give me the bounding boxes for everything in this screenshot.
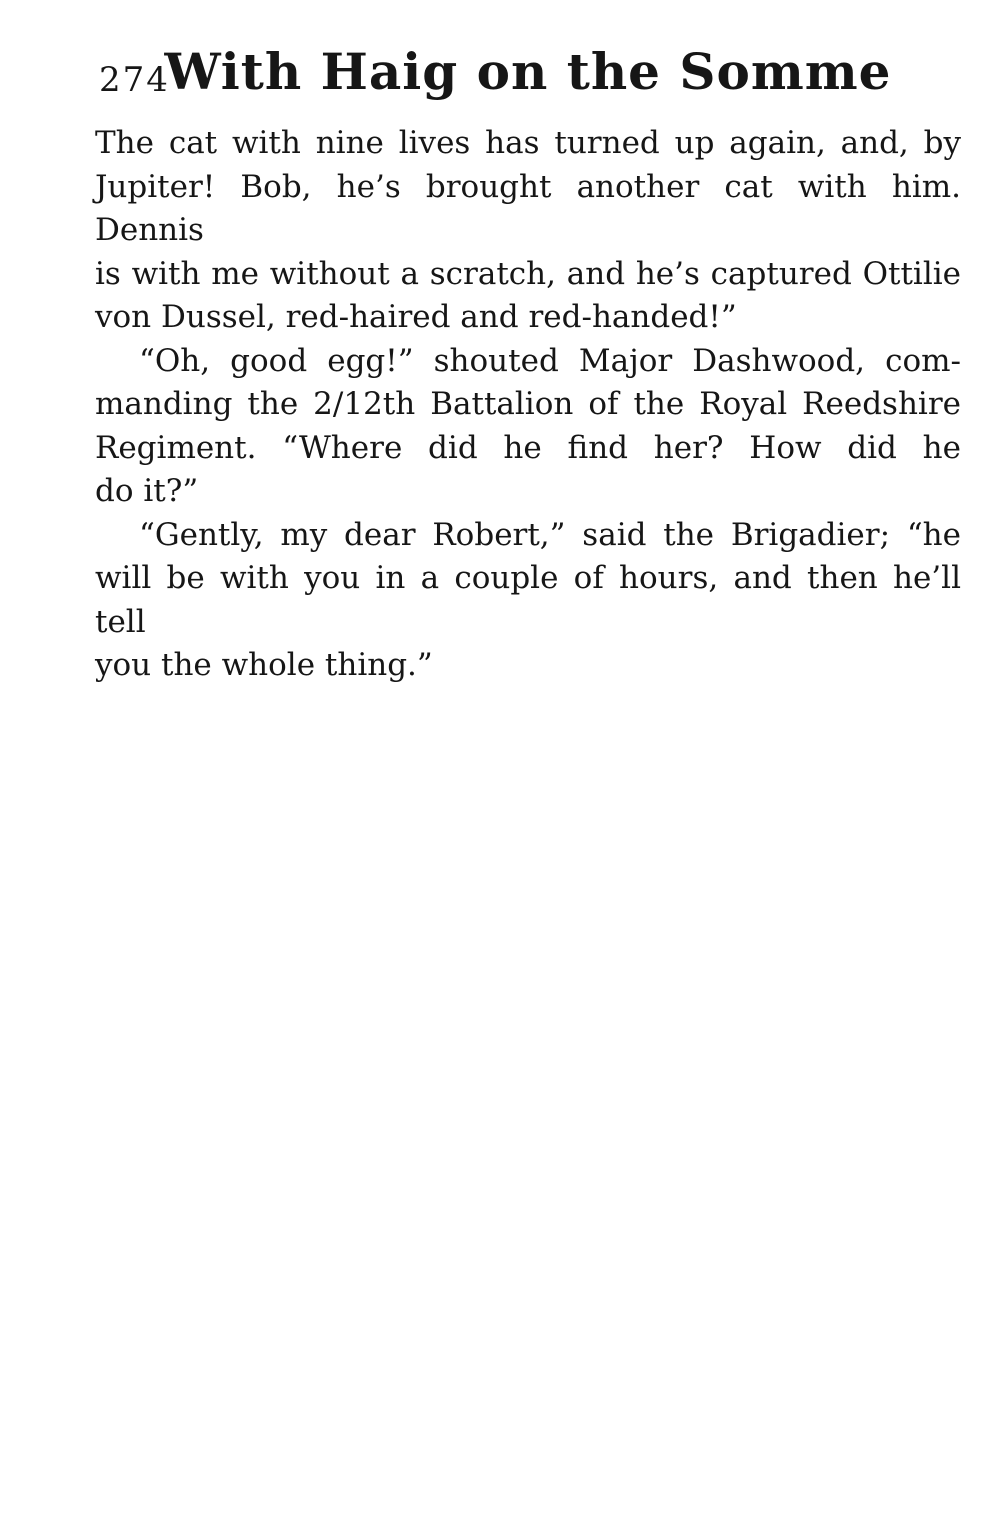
text-line: will be with you in a couple of hours, and then he’ll tell [95, 560, 961, 640]
paragraph [95, 514, 961, 688]
text-line: von Dussel, red-haired and red-handed!” [95, 299, 737, 335]
page-content [95, 42, 961, 688]
text-line: you the whole thing.” [95, 647, 433, 683]
text-line: Jupiter! Bob, he’s brought another cat with him. Dennis [95, 168, 961, 248]
text-line: “Gently, my dear Robert,” said the Brigadier; “he [139, 516, 961, 553]
page-number: 274 [99, 60, 170, 100]
text-line: do it?” [95, 473, 199, 509]
text-line: manding the 2/12th Battalion of the Royal Reedshire [95, 386, 961, 422]
page-title: With Haig on the Somme [164, 42, 892, 101]
page-body [95, 122, 961, 688]
text-line: The cat with nine lives has turned up again, and, by [95, 125, 961, 161]
paragraph [95, 340, 961, 514]
page-header [95, 42, 961, 104]
paragraph [95, 122, 961, 340]
text-line: “Oh, good egg!” shouted Major Dashwood, com- [139, 342, 961, 379]
text-line: Regiment. “Where did he find her? How did he [95, 429, 961, 466]
text-line: is with me without a scratch, and he’s captured Ottilie [95, 255, 961, 292]
